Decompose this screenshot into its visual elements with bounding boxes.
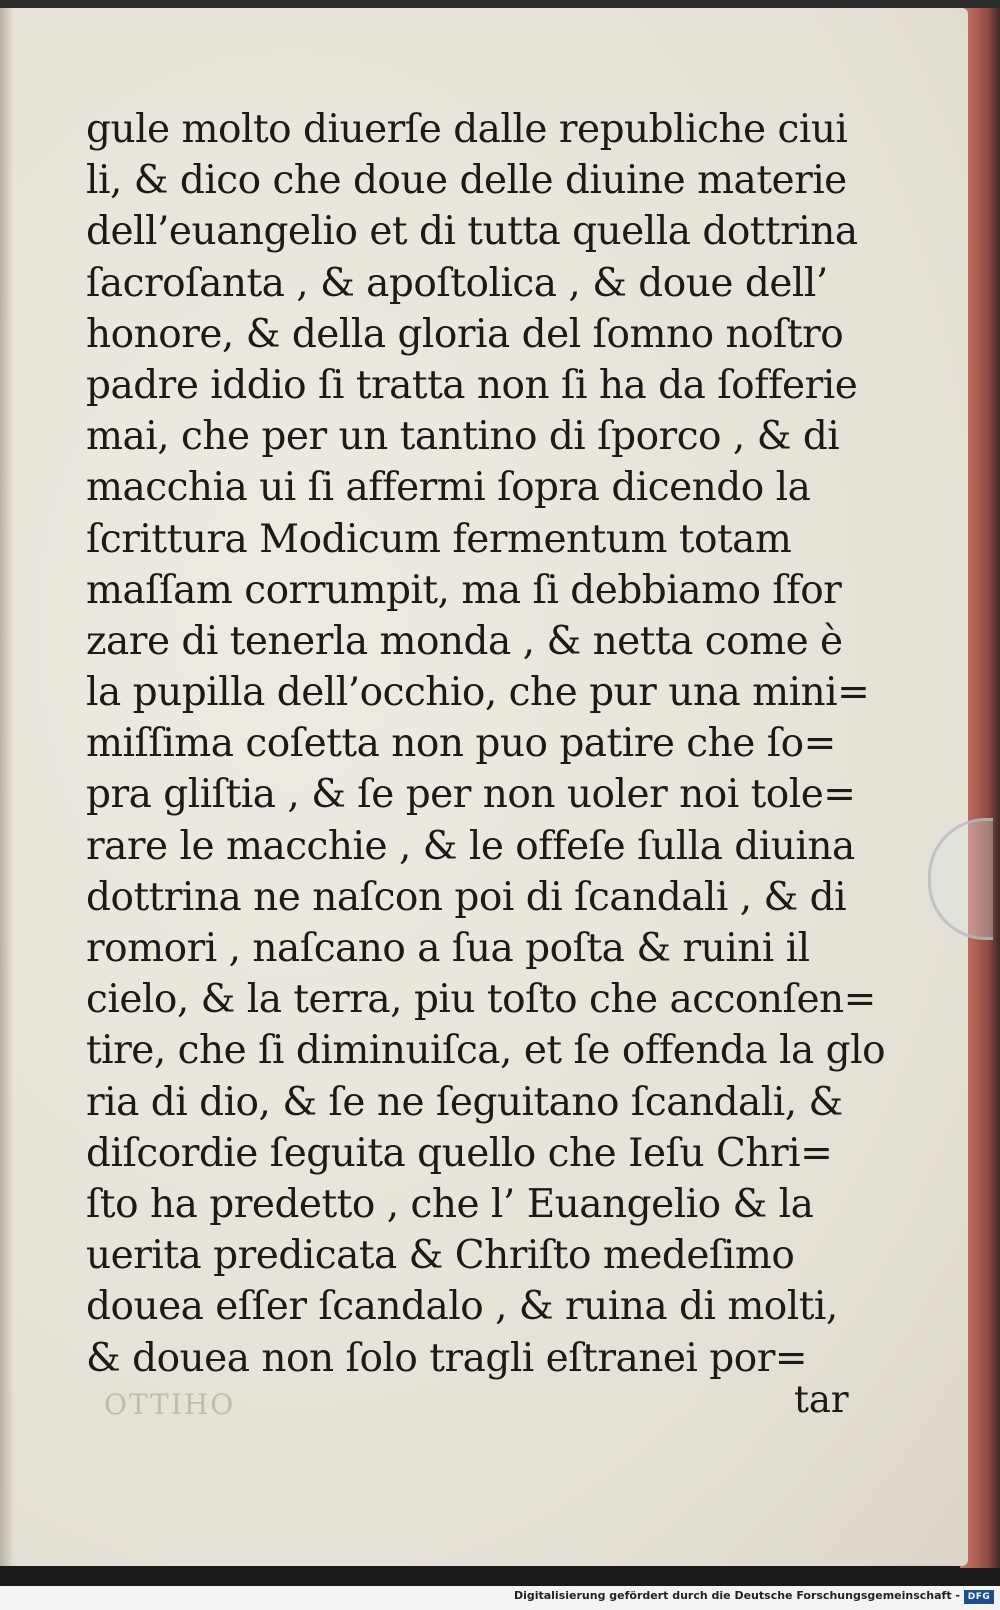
text-line: ria di dio, & ſe ne ſeguitano ſcandali, & <box>86 1079 843 1125</box>
text-line: padre iddio ſi tratta non ſi ha da ſofferie <box>86 362 858 408</box>
text-line: ſcrittura Modicum fermentum totam <box>86 516 792 562</box>
text-line: & douea non ſolo tragli eſtranei por= <box>86 1335 808 1381</box>
text-line: miſſima coſetta non puo patire che ſo= <box>86 721 836 767</box>
gutter-shadow <box>0 8 14 1566</box>
text-line: mai, che per un tantino di ſporco , & di <box>86 414 840 460</box>
text-line: dottrina ne naſcon poi di ſcandali , & di <box>86 874 847 920</box>
text-line: honore, & della gloria del ſomno noſtro <box>86 311 844 357</box>
text-line: rare le macchie , & le offeſe ſulla diuina <box>86 823 855 869</box>
text-line: ſto ha predetto , che l’ Euangelio & la <box>86 1181 814 1227</box>
text-block <box>86 104 886 1384</box>
text-line: zare di tenerla monda , & netta come è <box>86 618 843 664</box>
text-line: romori , naſcano a ſua poſta & ruini il <box>86 926 810 971</box>
text-line: maſſam corrumpit, ma ſi debbiamo ſfor <box>86 567 842 613</box>
text-line: dell’euangelio et di tutta quella dottrina <box>86 209 858 255</box>
text-line: uerita predicata & Chriſto medeſimo <box>86 1233 795 1279</box>
text-line: li, & dico che doue delle diuine materie <box>86 158 847 204</box>
text-line: tire, che ſi diminuiſca, et ſe offenda la glo <box>86 1028 886 1074</box>
text-line: macchia ui ſi affermi ſopra dicendo la <box>86 465 811 511</box>
catchword: tar <box>794 1378 849 1421</box>
text-line: la pupilla dell’occhio, che pur una mini= <box>86 670 870 716</box>
text-line: pra gliſtia , & ſe per non uoler noi tole= <box>86 772 856 818</box>
text-line: cielo, & la terra, piu toſto che acconſen= <box>86 977 876 1023</box>
digitization-credit: Digitalisierung gefördert durch die Deutsche Forschungsgemeinschaft - <box>513 1589 960 1602</box>
dfg-logo-icon: DFG <box>964 1590 994 1604</box>
text-line: diſcordie ſeguita quello che Ieſu Chri= <box>86 1130 833 1176</box>
text-line: gule molto diuerſe dalle republiche ciui <box>86 107 848 152</box>
text-line: ſacroſanta , & apoſtolica , & doue dell’ <box>86 260 828 306</box>
show-through-text: OTTIHO <box>104 1388 236 1421</box>
text-line: douea eſſer ſcandalo , & ruina di molti, <box>86 1284 838 1330</box>
